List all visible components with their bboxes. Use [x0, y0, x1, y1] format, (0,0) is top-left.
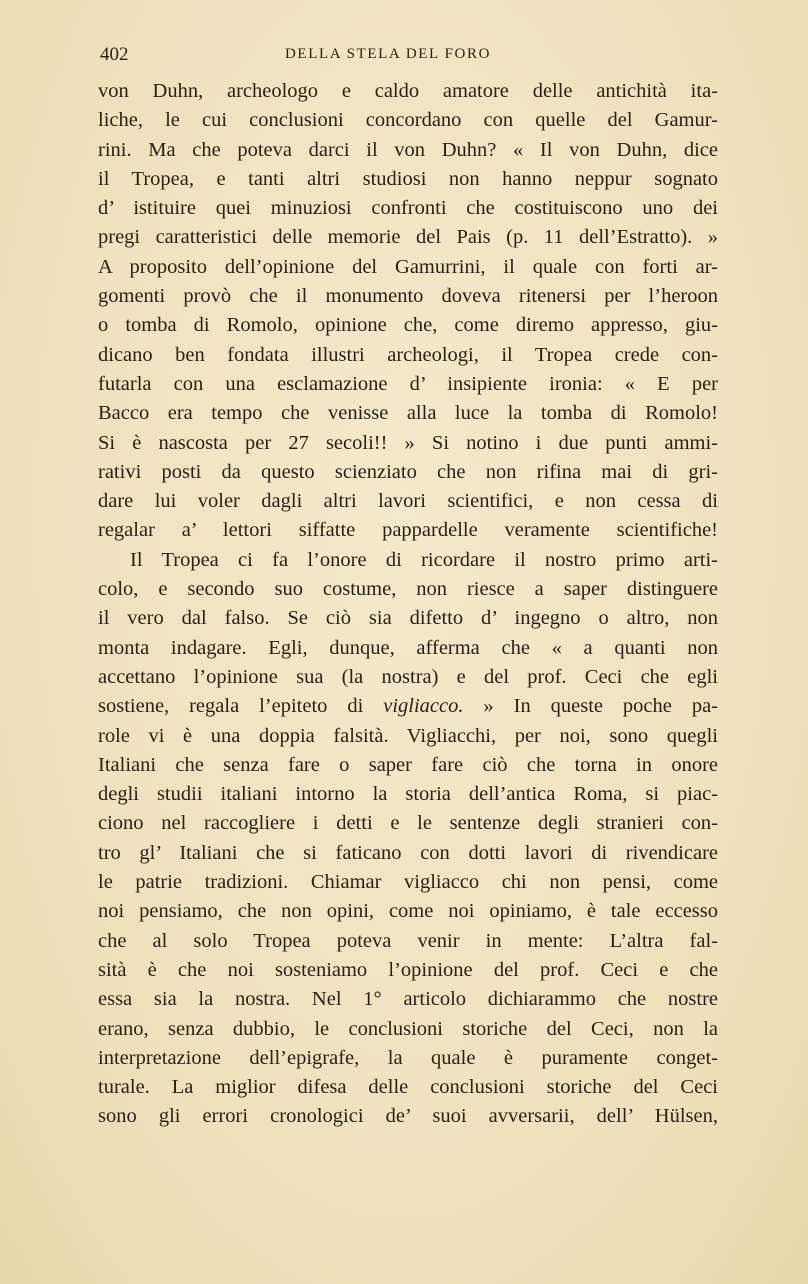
- text-line: interpretazione dell’epigrafe, la quale è puramente conget-: [98, 1046, 718, 1069]
- text-line: o tomba di Romolo, opinione che, come diremo appresso, giu-: [98, 314, 718, 337]
- text-line: rativi posti da questo scienziato che non rifina mai di gri-: [98, 460, 718, 483]
- text-line: role vi è una doppia falsità. Vigliacchi, per noi, sono quegli: [98, 724, 718, 747]
- text-line: futarla con una esclamazione d’ insipiente ironia: « E per: [98, 372, 718, 395]
- text-line: che al solo Tropea poteva venir in mente: L’altra fal-: [98, 929, 718, 952]
- text-line: Si è nascosta per 27 secoli!! » Si notino i due punti ammi-: [98, 431, 718, 454]
- text-line: ciono nel raccogliere i detti e le sentenze degli stranieri con-: [98, 812, 718, 835]
- text-line: turale. La miglior difesa delle conclusioni storiche del Ceci: [98, 1076, 718, 1099]
- text-line: Bacco era tempo che venisse alla luce la tomba di Romolo!: [98, 402, 718, 425]
- text-line: regalar a’ lettori siffatte pappardelle veramente scientifiche!: [98, 519, 718, 542]
- running-head: DELLA STELA DEL FORO: [285, 46, 492, 62]
- text-line: rini. Ma che poteva darci il von Duhn? « Il von Duhn, dice: [98, 138, 718, 161]
- text-line: erano, senza dubbio, le conclusioni storiche del Ceci, non la: [98, 1017, 718, 1040]
- page-header: [100, 44, 718, 70]
- text-line: liche, le cui conclusioni concordano con quelle del Gamur-: [98, 109, 718, 132]
- text-line: il vero dal falso. Se ciò sia difetto d’ ingegno o altro, non: [98, 607, 718, 630]
- text-line: gomenti provò che il monumento doveva ritenersi per l’heroon: [98, 285, 718, 308]
- text-line: dare lui voler dagli altri lavori scientifici, e non cessa di: [98, 490, 718, 513]
- text-line: accettano l’opinione sua (la nostra) e del prof. Ceci che egli: [98, 665, 718, 688]
- text-line: tro gl’ Italiani che si faticano con dotti lavori di rivendicare: [98, 841, 718, 864]
- text-line: von Duhn, archeologo e caldo amatore delle antichità ita-: [98, 80, 718, 102]
- page-number: 402: [100, 44, 129, 65]
- paragraph-start-line: Il Tropea ci fa l’onore di ricordare il nostro primo arti-: [130, 548, 718, 571]
- text-line: Italiani che senza fare o saper fare ciò che torna in onore: [98, 753, 718, 776]
- text-line: d’ istituire quei minuziosi confronti che costituiscono uno dei: [98, 197, 718, 220]
- text-line: degli studii italiani intorno la storia dell’antica Roma, si piac-: [98, 783, 718, 806]
- body-text: [98, 77, 718, 1132]
- emphasized-word: vigliacco.: [383, 695, 464, 718]
- text-line: sono gli errori cronologici de’ suoi avversarii, dell’ Hülsen,: [98, 1105, 718, 1128]
- text-line: pregi caratteristici delle memorie del Pais (p. 11 dell’Estratto). »: [98, 226, 718, 249]
- text-line: sità è che noi sosteniamo l’opinione del prof. Ceci e che: [98, 958, 718, 981]
- text-line: sostiene, regala l’epiteto di vigliacco. » In queste poche pa-: [98, 695, 718, 718]
- text-line: A proposito dell’opinione del Gamurrini, il quale con forti ar-: [98, 255, 718, 278]
- text-line: monta indagare. Egli, dunque, afferma che « a quanti non: [98, 636, 718, 659]
- text-line: essa sia la nostra. Nel 1° articolo dichiarammo che nostre: [98, 988, 718, 1011]
- text-line: noi pensiamo, che non opini, come noi opiniamo, è tale eccesso: [98, 900, 718, 923]
- text-line: colo, e secondo suo costume, non riesce a saper distinguere: [98, 578, 718, 601]
- text-line: dicano ben fondata illustri archeologi, il Tropea crede con-: [98, 343, 718, 366]
- text-line: il Tropea, e tanti altri studiosi non hanno neppur sognato: [98, 167, 718, 190]
- text-line: le patrie tradizioni. Chiamar vigliacco chi non pensi, come: [98, 871, 718, 894]
